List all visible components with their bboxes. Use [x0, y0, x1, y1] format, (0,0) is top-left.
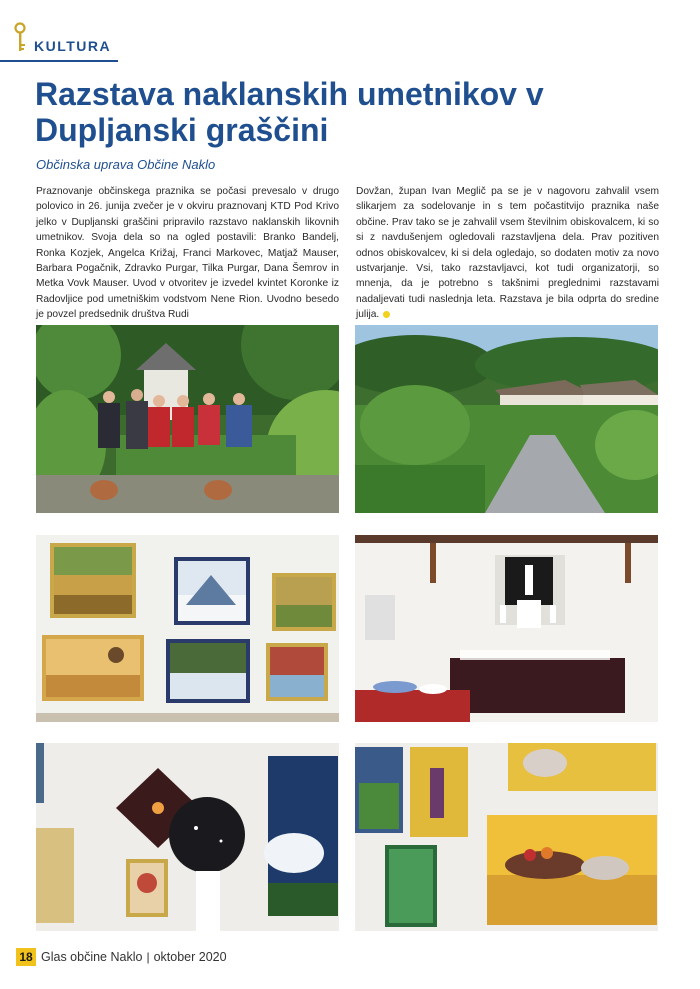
issue-date: oktober 2020	[153, 950, 227, 964]
column-left-text: Praznovanje občinskega praznika se počasi prevesalo v drugo polovico in 26. junija zvečer je v okviru praznovanj KTD Pod Krivo jelko v Dupljanski graščini pripravilo razstavo naklanskih likovnih umetnikov. Svoja dela so na ogled postavili: Branko Bandelj, Ronka Kozjek, Angelca Križaj, Franci Markovec, Matjaž Mauser, Barbara Pogačnik, Zdravko Purgar, Tilka Purgar, Dana Šemrov in Metka Vovk Mauser. Uvod v otvoritev je izvedel kvintet Koronke iz Radovljice pod umetniškim vodstvom Nene Rion. Uvodno besedo je povzel predsednik društva Rudi	[36, 186, 339, 321]
photo-paintings-wall	[36, 535, 339, 722]
publication-name: Glas občine Naklo	[41, 950, 143, 964]
page-footer	[16, 947, 227, 967]
section-label: KULTURA	[34, 38, 112, 54]
footer-separator: |	[146, 950, 150, 964]
key-icon	[12, 22, 28, 54]
article-column-left	[36, 184, 339, 323]
end-mark-icon	[383, 311, 390, 318]
section-rule	[0, 60, 118, 62]
column-right-text: Dovžan, župan Ivan Meglič pa se je v nagovoru zahvalil vsem slikarjem za sodelovanje in s tem počastitvijo praznika naše občine. Prav tako se je zahvalil vsem številnim obiskovalcem, ki so si z navdušenjem ogledovali razstavljena dela. Prav pozitiven odnos obiskovalcev, ki si dela ogledajo, so dodaten motiv za novo ustvarjanje. Vsi, tako razstavljavci, kot tudi organizatorji, so mnenja, da je potrebno s takšnimi preglednimi razstavami nadaljevati tudi naslednja leta. Razstava je bila odprta do sredine julija.	[356, 186, 659, 321]
photo-artists-group	[36, 325, 339, 513]
photo-dupljanska-grascina	[355, 325, 658, 513]
photo-sculptures-niche	[355, 535, 658, 722]
article-column-right	[356, 184, 659, 323]
photo-still-life-paintings	[355, 743, 658, 931]
article-author: Občinska uprava Občine Naklo	[36, 157, 216, 172]
article-title: Razstava naklanskih umetnikov v Dupljanski graščini	[35, 76, 544, 148]
section-header	[0, 0, 120, 64]
photo-abstract-paintings	[36, 743, 339, 931]
page-number: 18	[16, 948, 36, 966]
